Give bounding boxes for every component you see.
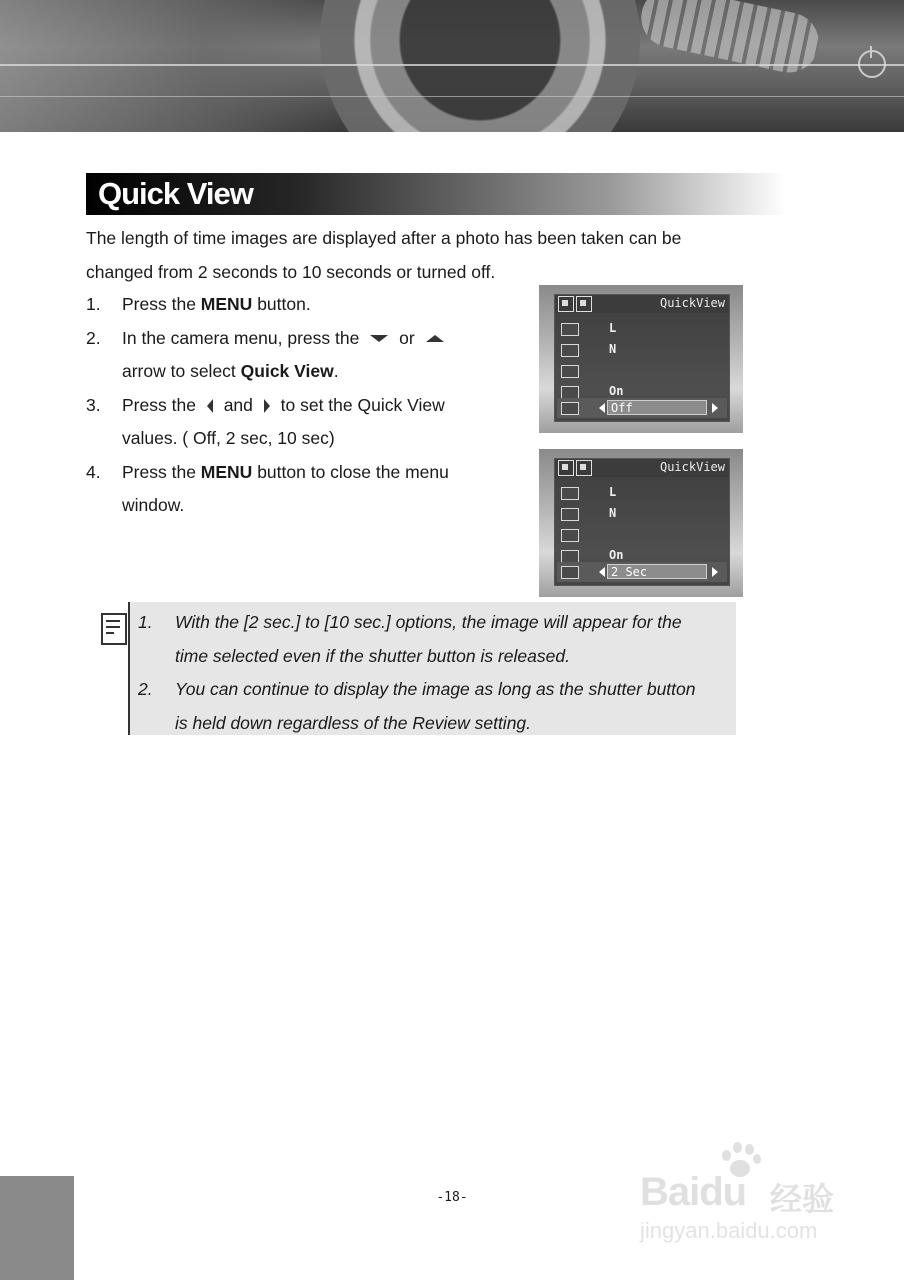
note-text: You can continue to display the image as long as the shutter button: [175, 679, 696, 699]
step-bold: Quick View: [240, 361, 334, 381]
lcd-selected-row: [557, 562, 727, 582]
step-text: In the camera menu, press the: [122, 327, 360, 348]
camera-lens-image: [320, 0, 640, 132]
note-box: [130, 602, 736, 735]
lcd-row-value: N: [609, 342, 617, 356]
intro-line: changed from 2 seconds to 10 seconds or turned off.: [86, 261, 496, 282]
page-title: Quick View: [98, 176, 253, 211]
note-list: [138, 606, 730, 740]
lcd-row-value: L: [609, 485, 617, 499]
step-list: [86, 288, 526, 523]
lcd-row-value: N: [609, 506, 617, 520]
metering-icon: [561, 365, 579, 378]
note-text: With the [2 sec.] to [10 sec.] options, the image will appear for the: [175, 612, 682, 632]
watermark-url: jingyan.baidu.com: [640, 1218, 818, 1243]
step-item: [86, 389, 526, 456]
note-icon-line: [106, 632, 114, 634]
note-text: is held down regardless of the Review setting.: [175, 712, 532, 733]
step-text: Press the: [122, 394, 196, 415]
right-arrow-icon: [264, 399, 270, 413]
header-banner: [0, 0, 904, 132]
setup-tab-icon: [576, 296, 592, 312]
size-icon: [561, 323, 579, 336]
step-number: 1.: [86, 294, 101, 314]
step-text: .: [333, 361, 339, 381]
right-arrow-icon: [712, 567, 718, 577]
lcd-top-bar: [555, 459, 729, 477]
lcd-menu-title: QuickView: [659, 296, 725, 310]
step-text: values. ( Off, 2 sec, 10 sec): [122, 428, 335, 448]
camera-tab-icon: [558, 460, 574, 476]
note-icon: [101, 613, 127, 645]
page-number: -18-: [436, 1190, 468, 1205]
power-icon: [858, 50, 886, 78]
left-arrow-icon: [599, 567, 605, 577]
intro-line: The length of time images are displayed after a photo has been taken can be: [86, 228, 682, 248]
quality-icon: [561, 508, 579, 521]
note-number: 2.: [138, 679, 153, 699]
step-text: button to close the menu: [252, 461, 449, 482]
lcd-screenshot: [539, 285, 743, 433]
banner-line: [0, 64, 904, 66]
metering-icon: [561, 529, 579, 542]
lcd-menu-panel: [554, 294, 730, 422]
lcd-row-value: L: [609, 321, 617, 335]
step-text: Press the: [122, 294, 201, 314]
banner-line: [0, 96, 904, 97]
size-icon: [561, 487, 579, 500]
left-arrow-icon: [207, 399, 213, 413]
step-bold: MENU: [200, 294, 253, 314]
step-text: Press the: [122, 461, 201, 482]
lcd-menu-title: QuickView: [659, 460, 725, 474]
step-item: [86, 322, 526, 389]
step-text: and: [223, 394, 253, 415]
quality-icon: [561, 344, 579, 357]
camera-tab-icon: [558, 296, 574, 312]
step-number: 4.: [86, 461, 101, 482]
setup-tab-icon: [576, 460, 592, 476]
watermark: [640, 1140, 850, 1250]
camera-grip-image: [636, 0, 825, 78]
up-arrow-icon: [426, 335, 444, 342]
step-text: arrow to select: [122, 361, 241, 381]
note-item: [138, 673, 730, 740]
left-arrow-icon: [599, 403, 605, 413]
lcd-selected-value: Off: [607, 400, 707, 415]
step-number: 2.: [86, 327, 101, 348]
step-text: to set the Quick View: [280, 394, 445, 415]
step-item: [86, 288, 526, 322]
note-number: 1.: [138, 612, 153, 632]
lcd-top-bar: [555, 295, 729, 313]
lcd-row-value: On: [609, 384, 624, 398]
section-title-bar: [86, 173, 786, 215]
right-arrow-icon: [712, 403, 718, 413]
note-icon-line: [106, 620, 120, 622]
step-number: 3.: [86, 394, 101, 415]
lcd-menu-panel: [554, 458, 730, 586]
note-item: [138, 606, 730, 673]
step-item: [86, 456, 526, 523]
intro-paragraph: [86, 222, 746, 289]
step-bold: MENU: [200, 461, 253, 482]
note-text: time selected even if the shutter button is released.: [175, 645, 570, 666]
lcd-selected-value: 2 Sec: [607, 564, 707, 579]
note-icon-line: [106, 626, 120, 628]
watermark-logo: Baidu: [640, 1170, 747, 1214]
footer-tab: [0, 1176, 74, 1280]
quickview-icon: [561, 566, 579, 579]
step-text: button.: [252, 294, 311, 314]
banner-shade: [0, 0, 340, 132]
down-arrow-icon: [370, 335, 388, 342]
lcd-row-value: On: [609, 548, 624, 562]
step-text: or: [399, 327, 415, 348]
quickview-icon: [561, 402, 579, 415]
watermark-cn: 经验: [770, 1180, 835, 1218]
lcd-selected-row: [557, 398, 727, 418]
lcd-screenshot: [539, 449, 743, 597]
step-text: window.: [122, 495, 185, 515]
